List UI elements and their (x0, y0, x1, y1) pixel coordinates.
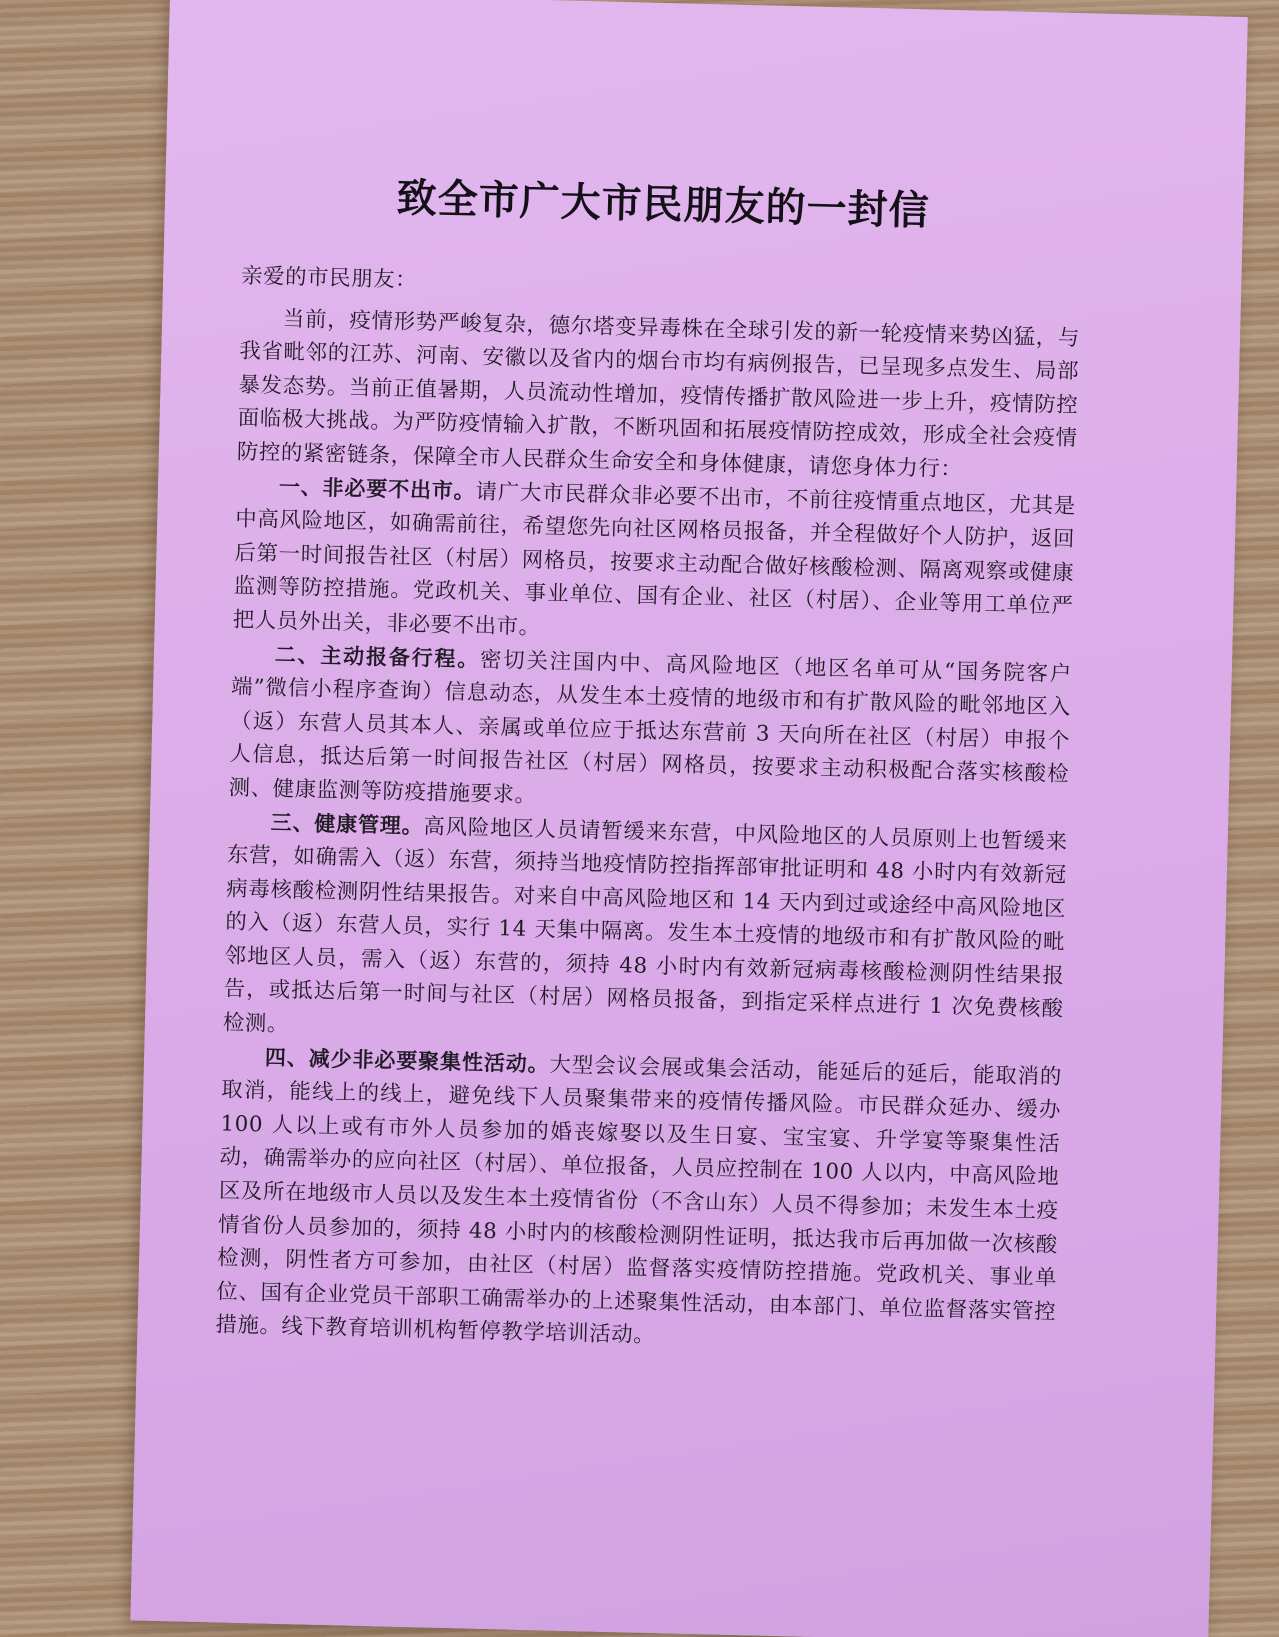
intro-paragraph: 当前，疫情形势严峻复杂，德尔塔变异毒株在全球引发的新一轮疫情来势凶猛，与我省毗邻的江苏、河南、安徽以及省内的烟台市均有病例报告，已呈现多点发生、局部暴发态势。当前正值暑期，人员流动性增加，疫情传播扩散风险进一步上升，疫情防控面临极大挑战。为严防疫情输入扩散，不断巩固和拓展疫情防控成效，形成全社会疫情防控的紧密链条，保障全市人民群众生命安全和身体健康，请您身体力行： (236, 306, 1081, 483)
section-1-heading: 一、非必要不出市。 (278, 474, 476, 504)
section-2 (228, 637, 1072, 825)
section-4 (215, 1040, 1062, 1363)
section-2-body: 密切关注国内中、高风险地区（地区名单可从“国务院客户端”微信小程序查询）信息动态，从发生本土疫情的地级市和有扩散风险的毗邻地区入（返）东营人员其本人、亲属或单位应于抵达东营前 3 天向所在社区（村居）申报个人信息，抵达后第一时间报告社区（村居）网格员，按要求主动积极配合落实核酸检测、健康监测等防疫措施要求。 (228, 647, 1073, 808)
salutation: 亲爱的市民朋友： (240, 263, 418, 293)
section-2-heading: 二、主动报备行程。 (274, 642, 481, 672)
letter-paper (130, 0, 1248, 1637)
section-1-body: 请广大市民群众非必要不出市，不前往疫情重点地区，尤其是中高风险地区，如确需前往，希望您先向社区网格员报备，并全程做好个人防护，返回后第一时间报告社区（村居）网格员，按要求主动配合做好核酸检测、隔离观察或健康监测等防控措施。党政机关、事业单位、国有企业、社区（村居）、企业等用工单位严把人员外出关，非必要不出市。 (232, 479, 1077, 641)
section-3 (223, 805, 1068, 1061)
letter-document (215, 163, 1084, 1363)
section-1 (232, 469, 1076, 657)
section-4-body: 大型会议会展或集会活动，能延后的延后，能取消的取消，能线上的线上，避免线下人员聚集带来的疫情传播风险。市民群众延办、缓办 100 人以上或有市外人员参加的婚丧嫁娶以及生日宴、宝宝宴、升学宴等聚集性活动，确需举办的应向社区（村居）、单位报备，人员应控制在 100 人以内，中高风险地区及所在地级市人员以及发生本土疫情省份（不含山东）人员不得参加；未发生本土疫情省份人员参加的，须持 48 小时内的核酸检测阴性证明，抵达我市后再加做一次核酸检测，阴性者方可参加，由社区（村居）监督落实疫情防控措施。党政机关、事业单位、国有企业党员干部职工确需举办的上述聚集性活动，由本部门、单位监督落实管控措施。线下教育培训机构暂停教学培训活动。 (215, 1052, 1063, 1349)
section-3-heading: 三、健康管理。 (270, 810, 424, 838)
section-4-heading: 四、减少非必要聚集性活动。 (264, 1045, 550, 1077)
letter-title: 致全市广大市民朋友的一封信 (396, 175, 931, 235)
section-3-body: 高风险地区人员请暂缓来东营，中风险地区的人员原则上也暂缓来东营，如确需入（返）东营，须持当地疫情防控指挥部审批证明和 48 小时内有效新冠病毒核酸检测阴性结果报告。对来自中高风险地区和 14 天内到过或途经中高风险地区的入（返）东营人员，实行 14 天集中隔离。发生本土疫情的地级市和有扩散风险的毗邻地区人员，需入（返）东营的，须持 48 小时内有效新冠病毒核酸检测阴性结果报告，或抵达后第一时间与社区（村居）网格员报备，到指定采样点进行 1 次免费核酸检测。 (222, 813, 1068, 1038)
